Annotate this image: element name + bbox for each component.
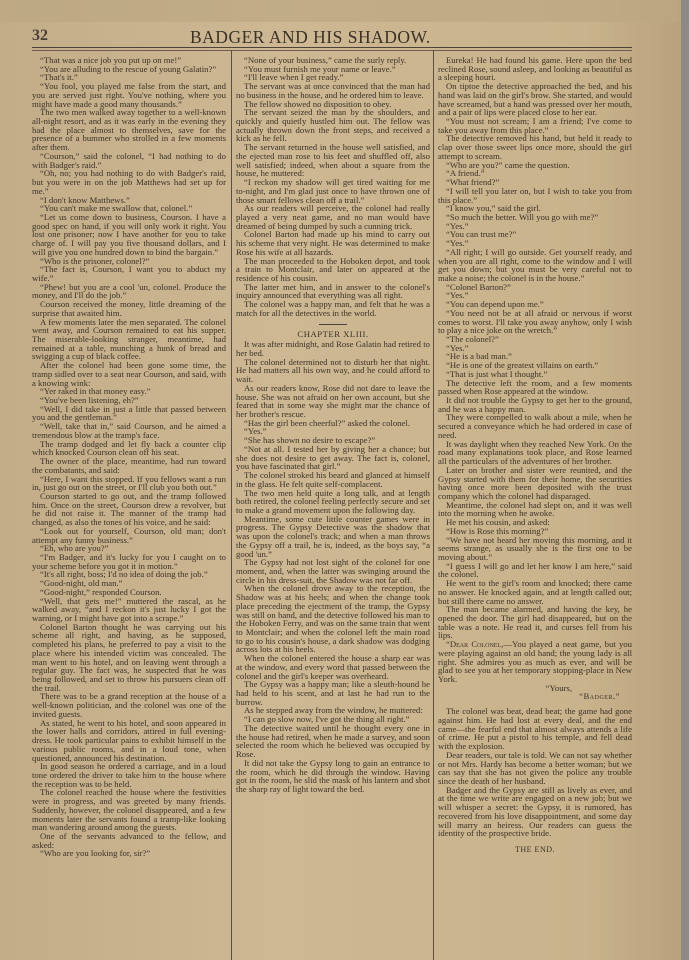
paragraph: Dear readers, our tale is told. We can not say whether or not Mrs. Hardy has become a better woman; but we can say that she has not given the police any trouble since the death of her husband. — [438, 749, 632, 786]
paragraph: “Look out for yourself, Courson, old man; don't attempt any funny business.” — [32, 525, 226, 545]
chapter-heading: CHAPTER XLIII. — [297, 328, 369, 339]
paragraph: “The colonel?” — [446, 334, 499, 344]
paragraph: “None of your business,” came the surly reply. — [244, 56, 407, 65]
paragraph: The fellow showed no disposition to obey. — [244, 98, 392, 109]
paragraph: The colonel was a happy man, and felt that he was a match for all the detectives in the world. — [236, 299, 430, 318]
paragraph: “You must furnish me your name or leave.” — [244, 63, 396, 74]
page-top-band — [0, 0, 689, 22]
paragraph: “The fact is, Courson, I want you to abduct my wife.” — [32, 264, 226, 283]
letter-closing: “Yours, — [545, 682, 572, 693]
column-divider — [433, 50, 434, 960]
letter — [438, 640, 632, 684]
paragraph: “You fool, you played me false from the start, and you are served just right. You've nothing, where you might have made a good many thousands.” — [32, 81, 226, 109]
paragraph: “So much the better. Will you go with me?” — [446, 211, 599, 222]
paragraph: “Colonel Barton?” — [446, 281, 511, 292]
column-2-body — [236, 56, 430, 318]
paragraph: “You can trust me?” — [446, 229, 517, 240]
paragraph: “Has the girl been cheerful?” asked the colonel. — [244, 417, 410, 428]
paragraph: “I don't know Matthews.” — [40, 194, 130, 205]
paragraph: “That's it.” — [40, 72, 78, 83]
header-rule-thin — [32, 50, 632, 51]
paragraph: “Who are you looking for, sir?” — [40, 848, 151, 859]
paragraph: The detective removed his hand, but held it ready to clap over those sweet lips once more, should the girl attempt to scream. — [438, 133, 632, 161]
paragraph: As he stepped away from the window, he muttered: — [244, 705, 423, 716]
paragraph: “I guess I will go and let her know I am here,” said the colonel. — [438, 560, 632, 580]
paragraph: The Gypsy was a happy man; like a sleuth-hound he had held to his scent, and at last he had run to the burrow. — [236, 679, 430, 707]
the-end: THE END. — [515, 844, 555, 854]
page-edge — [681, 0, 689, 960]
paragraph: He met his cousin, and asked: — [446, 517, 550, 528]
paragraph: “Let us come down to business, Courson. I have a good spec on hand, if you will only work it right. You lost one prisoner; now I have another for you to take charge of. I will pay you five thousand dollars, and I will give you one hundred down to bind the bargain.” — [32, 211, 226, 257]
paragraph: It did not take the Gypsy long to gain an entrance to the room, which he did through the window. Having got in the room, he slid the mask of his lantern and shot the sharp ray of light toward the bed. — [236, 757, 430, 794]
paragraph: The colonel was beat, dead beat; the game had gone against him. He had lost at every deal, and the end came—the fearful end that almost always attends a life of crime. He put a pistol to his temple, and fell dead with the explosion. — [438, 706, 632, 752]
paragraph: A few moments later the men separated. The colonel went away, and Courson remained to eat his supper. The miserable-looking stranger, meantime, had remained at a table, munching a hunk of bread and swigging a cup of black coffee. — [32, 316, 226, 362]
paragraph: “That was a nice job you put up on me!” — [40, 56, 182, 65]
paragraph: The two men walked away together to a well-known all-night resort, and as it was early in the evening they had the place almost to themselves, save for the presence of a bummer who strolled in a few moments after them. — [32, 107, 226, 153]
paragraph: It was daylight when they reached New York. On the road many explanations took place, and Rose learned all the particulars of the adventures of her brother. — [438, 438, 632, 467]
paragraph: The detective waited until he thought every one in the house had retired, when he made a survey, and soon selected the room which he believed was occupied by Rose. — [236, 722, 430, 760]
paragraph: “Yer raked in that money easy.” — [40, 386, 151, 397]
paragraph: The man proceeded to the Hoboken depot, and took a train to Montclair, and later on appeared at the residence of his cousin. — [236, 255, 430, 283]
paragraph: “Yes.” — [446, 342, 469, 353]
paragraph: “You can depend upon me.” — [446, 299, 544, 310]
paragraph: When the colonel entered the house a sharp ear was at the window, and every word that passed between the colonel and the girl's keeper was overheard. — [236, 653, 430, 681]
letter-signature: “Badger.” — [579, 691, 620, 702]
paragraph: Colonel Barton had made up his mind to carry out his scheme that very night. He was determined to make Rose his wife at all hazards. — [236, 229, 430, 257]
paragraph: “How is Rose this morning?” — [446, 525, 549, 536]
paragraph: “A friend.” — [446, 168, 485, 179]
paragraph: Meantime, the colonel had slept on, and it was well into the morning when he awoke. — [438, 499, 632, 519]
paragraph: “Oh, no; you had nothing to do with Badger's raid, but you were in on the job Matthews had set up for me.” — [32, 168, 226, 196]
paragraph: “Yes.” — [446, 220, 469, 231]
paragraph: “I reckon my shadow will get tired waiting for me to-night, and I'm glad just once to have thrown one of those smart fellows clean off a trail.” — [236, 177, 430, 205]
paragraph: “I'm Badger, and it's lucky for you I caught on to your scheme before you got it in motion.” — [32, 551, 226, 571]
paragraph: “Yes.” — [244, 426, 267, 437]
column-1 — [32, 56, 226, 960]
paragraph: “I'll leave when I get ready.” — [244, 72, 344, 83]
paragraph: There was to be a grand reception at the house of a well-known politician, and the colonel was one of the invited guests. — [32, 691, 226, 719]
paragraph: “You must not scream; I am a friend; I've come to take you away from this place.” — [438, 116, 632, 135]
paragraph: “You are alluding to the rescue of young Galatin?” — [40, 63, 217, 74]
paragraph: The latter met him, and in answer to the colonel's inquiry announced that everything was all right. — [236, 281, 430, 301]
paragraph: “That is just what I thought.” — [446, 368, 548, 379]
paragraph: They were compelled to walk about a mile, when he secured a conveyance which he had ordered in case of need. — [438, 412, 632, 440]
paragraph: In good season he ordered a carriage, and in a loud tone ordered the driver to take him to the house where the reception was to be held. — [32, 761, 226, 789]
chapter-divider — [319, 324, 347, 325]
paragraph: Meantime, some cute little counter games were in progress. The Gypsy Detective was the shadow that was upon the colonel's track; and when a man throws the Gypsy off a trail, he is, indeed, as the boys say, “a good 'un.” — [236, 513, 430, 559]
column-3-ending-body — [438, 707, 632, 838]
paragraph: “Phew! but you are a cool 'un, colonel. Produce the money, and I'll do the job.” — [32, 281, 226, 301]
paragraph: The tramp dodged and let fly back a counter clip which knocked Courson clean off his seat. — [32, 438, 226, 458]
paragraph: Eureka! He had found his game. Here upon the bed reclined Rose, sound asleep, and looking as beautiful as a sleeping houri. — [438, 56, 632, 83]
column-divider — [231, 50, 232, 960]
page-number: 32 — [32, 27, 48, 44]
paragraph: The Gypsy had not lost sight of the colonel for one moment, and, when the latter was swinging around the circle in his dress-suit, the Shadow was not far off. — [236, 557, 430, 585]
paragraph: Colonel Barton thought he was carrying out his scheme all right, and having, as he supposed, completed his plans, he preferred to pay a visit to the place where his intended victim was concealed. The man went to his hotel, and on leaving went through a regular guy. The fact was, he suspected that he was being followed, and set to throw his pursuers clean off the trail. — [32, 621, 226, 693]
paragraph: The servant returned in the house well satisfied, and the ejected man rose to his feet and shuffled off, also well satisfied; indeed, when about a square from the house, he muttered: — [236, 142, 430, 179]
paragraph: “You need not be at all afraid or nervous if worst comes to worst. I'll take you away anyhow, only I wish to play a nice joke on the wretch.” — [438, 307, 632, 336]
column-2-chapter-body — [236, 340, 430, 793]
paragraph: “Well, I did take in just a little that passed between you and the gentleman.” — [32, 403, 226, 423]
paragraph: “Good-night,” responded Courson. — [40, 586, 162, 597]
paragraph: “All right; I will go outside. Get yourself ready, and when you are all right, come to the window and I will get you down; but you must be very careful not to make a noise; the colonel is in the house.” — [438, 246, 632, 283]
paragraph: “Who are you?” came the question. — [446, 159, 570, 170]
paragraph: “Yes.” — [446, 290, 469, 301]
paragraph: The colonel determined not to disturb her that night. He had matters all his own way, and he could afford to wait. — [236, 356, 430, 385]
paragraph: “Well, take that in,” said Courson, and he aimed a tremendous blow at the tramp's face. — [32, 421, 226, 440]
paragraph: Later on brother and sister were reunited, and the Gypsy started with them for their home, the securities having once more been deposited with the trust company which the colonel had disparaged. — [438, 464, 632, 501]
paragraph: “I know you,” said the girl. — [446, 203, 541, 214]
paragraph: “You've been listening, eh?” — [40, 395, 139, 406]
paragraph: Courson started to go out, and the tramp followed him. Once on the street, Courson drew a revolver, but he did not raise it. The manner of the tramp had changed, as also the tones of his voice, and he said: — [32, 490, 226, 528]
paragraph: As stated, he went to his hotel, and soon appeared in the lower halls and corridors, attired in full evening-dress. He took particular pains to exhibit himself in the various public rooms, and in a loud tone, when questioned, announced his destination. — [32, 717, 226, 763]
column-2 — [236, 56, 430, 960]
paragraph: “Courson,” said the colonel, “I had nothing to do with Badger's raid.” — [32, 150, 226, 170]
paragraph: “He is one of the greatest villains on earth.” — [446, 360, 599, 371]
paragraph: “I will tell you later on, but I wish to take you from this place.” — [438, 185, 632, 205]
paragraph: On tiptoe the detective approached the bed, and his hand was laid on the girl's brow. She started, and would have screamed, but a hand was pressed over her mouth, and a pair of lips were placed close to her ear. — [438, 81, 632, 118]
paragraph: “Not at all. I tested her by giving her a chance; but she does not desire to get away. The fact is, colonel, you have fascinated that girl.” — [236, 443, 430, 472]
paragraph: “We have not heard her moving this morning, and it seems strange, as usually she is the first one to be moving about.” — [438, 534, 632, 562]
letter-salutation: “Dear Colonel, — [446, 639, 504, 650]
paragraph: It was after midnight, and Rose Galatin had retired to her bed. — [236, 339, 430, 358]
paragraph: The colonel stroked his beard and glanced at himself in the glass. He felt quite self-complacent. — [236, 470, 430, 489]
paragraph: “Who is the prisoner, colonel?” — [40, 255, 150, 266]
paragraph: The owner of the place, meantime, had run toward the combatants, and said: — [32, 456, 226, 475]
paragraph: “You can't make me swallow that, colonel.” — [40, 203, 193, 214]
paragraph: “Eh, who are you?” — [40, 543, 109, 554]
column-3 — [438, 56, 632, 960]
paragraph: The two men held quite a long talk, and at length both retired, the colonel feeling perfectly secure and set to make a grand movement upon the following day. — [236, 487, 430, 515]
paragraph: The servant was at once convinced that the man had no business in the house, and he ordered him to leave. — [236, 81, 430, 100]
paragraph: Badger and the Gypsy are still as lively as ever, and at the time we write are engaged on a new job; but we will whisper a secret: the Gypsy, it is rumored, has recovered from his love disappointment, and some day will marry an heiress. Our readers can guess the identity of the prospective bride. — [438, 784, 632, 839]
paragraph: Courson received the money, little dreaming of the surprise that awaited him. — [32, 299, 226, 318]
paragraph: “Here, I want this stopped. If you fellows want a run in, just go out on the street, or I'll club you both out.” — [32, 473, 226, 493]
paragraph: He went to the girl's room and knocked; there came no answer. He knocked again, and at length called out; but still there came no answer. — [438, 578, 632, 606]
paragraph: “Yes.” — [446, 238, 469, 249]
paragraph: As our readers know, Rose did not dare to leave the house. She was not afraid on her own account, but she feared that in some way she might mar the chance of her brother's rescue. — [236, 382, 430, 420]
paragraph: One of the servants advanced to the fellow, and asked: — [32, 830, 226, 850]
header-rule — [32, 47, 632, 48]
paragraph: “He is a bad man.” — [446, 351, 512, 362]
paragraph: The man became alarmed, and having the key, he opened the door. The girl had disappeared, but on the table was a note. He read it, and curses fell from his lips. — [438, 604, 632, 641]
paragraph: The servant seized the man by the shoulders, and quickly and quietly hustled him out. The fellow was actually thrown down the front steps, and received a kick as he fell. — [236, 107, 430, 144]
paragraph: “Good-night, old man.” — [40, 578, 123, 589]
paragraph: “It's all right, boss; I'd no idea of doing the job.” — [40, 569, 208, 580]
paragraph: When the colonel drove away to the reception, the Shadow was at his heels; and when the change took place preceding the ejectment of the tramp, the Gypsy was still on hand, and the detective followed his man to the Hoboken Ferry, and was on the same train that went to Montclair; and when the colonel left the main road to go to his cousin's house, a dark shadow was dodging across lots at his heels. — [236, 583, 430, 655]
paragraph: The colonel reached the house where the festivities were in progress, and was greeted by many friends. Suddenly, however, the colonel disappeared, and a few moments later the servants found a tramp-like looking man wandering around among the guests. — [32, 787, 226, 833]
letter-body: —You played a neat game, but you were playing against an old hand; the young lady is all right. She admires you as much as ever, and will be glad to see you at her temporary stopping-place in New York. — [438, 639, 632, 685]
paragraph: It did not trouble the Gypsy to get her to the ground, and he was a happy man. — [438, 395, 632, 414]
paragraph: “Well, that gets me!” muttered the rascal, as he walked away, “and I reckon it's just lucky I got the warning, or I might have got into a scrape.” — [32, 595, 226, 623]
paragraph: “I can go slow now, I've got the thing all right.” — [244, 714, 410, 725]
running-title: BADGER AND HIS SHADOW. — [190, 27, 431, 47]
paragraph: “She has shown no desire to escape?” — [244, 435, 376, 446]
column-3-body — [438, 56, 632, 640]
paragraph: The detective left the room, and a few moments passed when Rose appeared at the window. — [438, 377, 632, 397]
column-1-body — [32, 56, 226, 858]
paragraph: After the colonel had been gone some time, the tramp sidled over to a seat near Courson, and said, with a knowing wink: — [32, 360, 226, 388]
paragraph: “What friend?” — [446, 177, 500, 188]
paragraph: As our readers will perceive, the colonel had really played a very neat game, and no man would have dreamed of being dumped by such a cunning trick. — [236, 203, 430, 231]
